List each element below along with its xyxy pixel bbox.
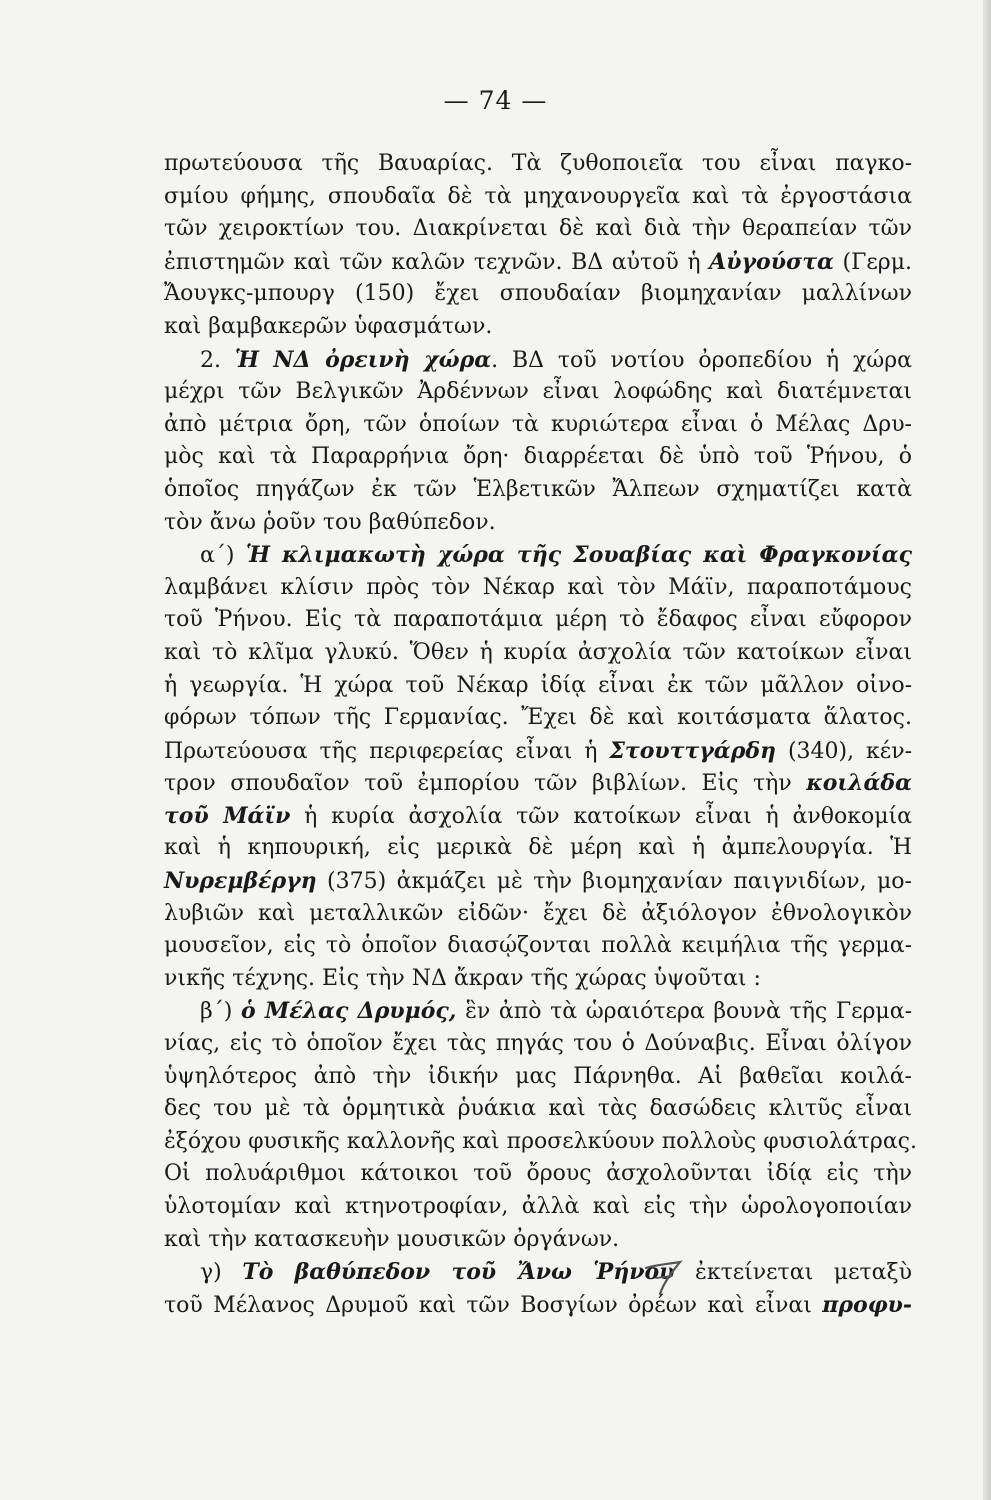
text-segment: Ἄουγκς-μπουργ (150) ἔχει σπουδαίαν βιομηχανίαν μαλλίνων [164,281,912,307]
text-segment: ὑψηλότερος ἀπὸ τὴν ἰδικήν μας Πάρνηθα. Αἱ βαθεῖαι κοιλά- [164,1063,912,1089]
text-segment: νικῆς τέχνης. Εἰς τὴν ΝΔ ἄκραν τῆς χώρας ὑψοῦται : [164,965,761,991]
text-line [164,311,912,344]
text-line [164,898,912,931]
emphasized-term: Αὐγούστα [709,248,834,275]
text-line [164,441,912,474]
text-line [164,832,912,865]
text-line [164,409,912,442]
emphasized-term: Ἡ κλιμακωτὴ χώρα τῆς Σουαβίας καὶ Φραγκονίας [245,542,912,569]
emphasized-term: Τὸ βαθύπεδον τοῦ Ἄνω Ῥήνου [242,1259,675,1286]
text-line [164,246,912,279]
text-segment: καὶ ἡ κηπουρική, εἰς μερικὰ δὲ μέρη καὶ ἡ ἀμπελουργία. Ἡ [164,835,912,861]
text-line [164,604,912,637]
text-segment: α΄) [200,543,246,569]
text-segment: καὶ τὴν κατασκευὴν μουσικῶν ὀργάνων. [164,1226,620,1252]
text-segment: ἀπὸ μέτρια ὄρη, τῶν ὁποίων τὰ κυριώτερα εἶναι ὁ Μέλας Δρυ- [164,411,912,437]
text-line [164,181,912,214]
text-segment: (340), κέν- [776,738,913,764]
text-line [164,1061,912,1094]
text-segment: λαμβάνει κλίσιν πρὸς τὸν Νέκαρ καὶ τὸν Μάϊν, παραποτάμους [164,574,912,600]
text-segment: μέχρι τῶν Βελγικῶν Ἀρδέννων εἶναι λοφώδης καὶ διατέμνεται [164,379,912,405]
text-segment: μὸς καὶ τὰ Παραρρήνια ὄρη· διαρρέεται δὲ ὑπὸ τοῦ Ῥήνου, ὁ [164,444,912,470]
text-segment: γ) [200,1260,243,1286]
text-line [164,1126,917,1159]
text-line [164,670,912,703]
text-segment: πρωτεύουσα τῆς Βαυαρίας. Τὰ ζυθοποιεῖα του εἶναι παγκο- [164,151,912,176]
text-segment: τοῦ Ῥήνου. Εἰς τὰ παραποτάμια μέρη τὸ ἔδαφος εἶναι εὔφορον [164,607,912,633]
text-segment: ἡ γεωργία. Ἡ χώρα τοῦ Νέκαρ ἰδίᾳ εἶναι ἐκ τῶν μᾶλλον οἰνο- [164,672,912,698]
text-segment: νίας, εἰς τὸ ὁποῖον ἔχει τὰς πηγάς του ὁ Δούναβις. Εἶναι ὀλίγον [164,1031,912,1057]
text-segment: ἐκτείνεται μεταξὺ [674,1260,913,1286]
emphasized-term: προφυ- [822,1291,912,1318]
page-number: — 74 — [443,86,548,115]
text-line [164,1158,912,1191]
text-segment: . ΒΔ τοῦ νοτίου ὀροπεδίου ἡ χώρα [491,347,913,373]
text-line [164,213,912,246]
emphasized-term: Στουττγάρδη [609,737,776,764]
text-line [164,572,912,605]
text-segment: λυβιῶν καὶ μεταλλικῶν εἰδῶν· ἔχει δὲ ἀξιόλογον ἐθνολογικὸν [164,900,912,926]
handwritten-mark [642,1256,684,1296]
text-line [164,1093,912,1126]
emphasized-term: Νυρεμβέργη [164,868,317,895]
text-segment: ἓν ἀπὸ τὰ ὡραιότερα βουνὰ τῆς Γερμα- [456,999,913,1025]
text-segment: τοῦ Μέλανος Δρυμοῦ καὶ τῶν Βοσγίων ὀρέων καὶ εἶναι [164,1292,823,1318]
text-line [164,995,912,1028]
text-line [164,800,912,833]
text-line [164,539,912,572]
text-line [164,376,912,409]
text-segment: (Γερμ. [833,249,913,275]
text-line [164,1191,912,1224]
text-segment: δες του μὲ τὰ ὁρμητικὰ ῥυάκια καὶ τὰς δασώδεις κλιτῦς εἶναι [164,1096,912,1122]
text-segment: τὸν ἄνω ῥοῦν του βαθύπεδον. [164,509,496,535]
emphasized-term: κοιλάδα [806,770,912,797]
text-segment: ὑλοτομίαν καὶ κτηνοτροφίαν, ἀλλὰ καὶ εἰς τὴν ὡρολογοποιίαν [164,1194,912,1219]
text-line [164,474,912,507]
text-segment: τῶν χειροκτίων του. Διακρίνεται δὲ καὶ διὰ τὴν θεραπείαν τῶν [164,216,912,242]
text-segment: καὶ τὸ κλῖμα γλυκύ. Ὅθεν ἡ κυρία ἀσχολία τῶν κατοίκων εἶναι [164,639,912,665]
text-segment: Οἱ πολυάριθμοι κάτοικοι τοῦ ὄρους ἀσχολοῦνται ἰδίᾳ εἰς τὴν [164,1161,912,1187]
text-segment: β΄) [200,999,241,1025]
text-segment: ὁποῖος πηγάζων ἐκ τῶν Ἑλβετικῶν Ἄλπεων σχηματίζει κατὰ [164,476,912,502]
text-segment: (375) ἀκμάζει μὲ τὴν βιομηχανίαν παιγνιδίων, μο- [316,869,912,895]
text-line [164,702,912,735]
text-line [164,930,912,963]
text-segment: 2. [200,347,235,373]
body-text [164,148,917,1321]
text-line [164,963,912,996]
text-line [164,1028,912,1061]
text-line [164,278,912,311]
emphasized-term: Ἡ ΝΔ ὀρεινὴ χώρα [234,346,492,373]
text-segment: ἐξόχου φυσικῆς καλλονῆς καὶ προσελκύουν πολλοὺς φυσιολάτρας. [164,1128,917,1154]
text-line [164,1289,912,1322]
text-segment: τρον σπουδαῖον τοῦ ἐμπορίου τῶν βιβλίων. Εἰς τὴν [164,771,807,797]
text-segment: καὶ βαμβακερῶν ὑφασμάτων. [164,313,493,339]
text-line [164,767,912,800]
text-line [164,1256,912,1289]
text-line [164,344,912,377]
text-segment: φόρων τόπων τῆς Γερμανίας. Ἔχει δὲ καὶ κοιτάσματα ἅλατος. [164,705,912,731]
text-line [164,1224,912,1257]
text-segment: μουσεῖον, εἰς τὸ ὁποῖον διασῴζονται πολλὰ κειμήλια τῆς γερμα- [164,933,912,959]
emphasized-term: τοῦ Μάϊν [164,802,291,829]
text-segment: Πρωτεύουσα τῆς περιφερείας εἶναι ἡ [164,738,610,764]
emphasized-term: ὁ Μέλας Δρυμός, [240,998,457,1025]
text-segment: σμίου φήμης, σπουδαῖα δὲ τὰ μηχανουργεῖα καὶ τὰ ἐργοστάσια [164,183,912,209]
text-line [164,865,912,898]
text-line [164,637,912,670]
text-segment: ἐπιστημῶν καὶ τῶν καλῶν τεχνῶν. ΒΔ αὐτοῦ ἡ [164,249,710,275]
text-line [164,507,912,540]
text-line [164,735,912,768]
page-edge [983,0,991,1500]
text-line [164,148,912,181]
text-segment: ἡ κυρία ἀσχολία τῶν κατοίκων εἶναι ἡ ἀνθοκομία [290,803,913,829]
